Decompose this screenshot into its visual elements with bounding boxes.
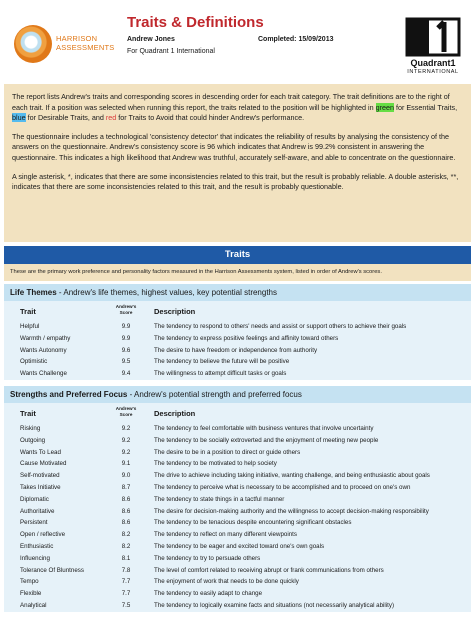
trait-score: 8.7 (121, 483, 131, 491)
logo-text: HARRISON ASSESSMENTS (56, 34, 115, 52)
table-row (4, 565, 471, 577)
table-row (4, 506, 471, 518)
trait-description: The enjoyment of work that needs to be done quickly (154, 578, 299, 586)
trait-description: The tendency to feel comfortable with business ventures that involve uncertainty (154, 425, 374, 432)
trait-score: 9.9 (121, 334, 131, 342)
company-name: Quadrant1 (410, 58, 456, 68)
trait-score: 8.2 (121, 531, 131, 539)
trait-name: Flexible (20, 590, 42, 598)
page-title: Traits & Definitions (127, 14, 264, 31)
trait-score: 9.4 (121, 370, 131, 378)
description-column-header: Description (154, 409, 196, 418)
table-row (4, 345, 471, 357)
highlight-red: red (105, 113, 117, 123)
table-row (4, 356, 471, 368)
highlight-blue: blue (12, 113, 26, 123)
report-header (0, 0, 475, 82)
trait-description: The tendency to be eager and excited toward one's own goals (154, 542, 325, 550)
description-column-header: Description (154, 307, 196, 316)
trait-name: Wants Challenge (20, 370, 67, 378)
score-column-header: Andrew's Score (115, 304, 137, 315)
trait-description: The drive to achieve including taking initiative, wanting challenge, and being enthusiastic about goals (154, 472, 430, 480)
trait-description: The tendency to perceive what is necessary to be accomplished and to proceed on one's own (154, 483, 411, 491)
trait-description: The desire to be in a position to direct or guide others (154, 448, 301, 456)
strengths-section (4, 386, 471, 612)
trait-score: 9.6 (121, 346, 131, 354)
trait-description: The tendency to be tenacious despite encountering significant obstacles (154, 519, 352, 527)
trait-score: 9.9 (121, 323, 131, 330)
trait-description: The tendency to logically examine facts and situations (not necessarily analytical ability) (154, 601, 395, 609)
trait-name: Diplomatic (20, 495, 49, 503)
completed-date: Completed: 15/09/2013 (258, 36, 334, 43)
traits-section-header: Traits (4, 246, 471, 264)
trait-score: 8.2 (121, 542, 131, 550)
trait-name: Helpful (20, 323, 40, 330)
trait-name: Persistent (20, 519, 48, 527)
trait-name: Open / reflective (20, 531, 66, 539)
trait-description: The desire for decision-making authority and the willingness to accept decision-making responsibility (154, 507, 429, 515)
trait-description: The tendency to be socially extroverted and the enjoyment of meeting new people (154, 436, 379, 444)
life-themes-section (4, 284, 471, 380)
trait-name: Risking (20, 425, 41, 432)
harrison-assessments-logo (14, 24, 124, 64)
trait-score: 7.5 (121, 601, 131, 609)
trait-description: The tendency to easily adapt to change (154, 590, 263, 598)
quadrant1-logo (404, 16, 462, 78)
traits-note: These are the primary work preference and personality factors measured in the Harrison Assessments system, listed in order of Andrew's scores. (4, 264, 471, 281)
table-row (4, 541, 471, 553)
trait-description: The willingness to attempt difficult tasks or goals (154, 370, 287, 378)
table-row (4, 588, 471, 600)
trait-name: Cause Motivated (20, 460, 67, 468)
table-row (4, 368, 471, 380)
trait-column-header: Trait (20, 409, 36, 418)
trait-description: The tendency to reflect on many different viewpoints (154, 531, 297, 539)
table-row (4, 600, 471, 612)
trait-name: Tempo (20, 578, 39, 586)
trait-score: 9.2 (121, 448, 131, 456)
trait-score: 9.0 (121, 472, 131, 480)
trait-score: 9.2 (121, 436, 131, 444)
intro-panel (4, 84, 471, 242)
trait-description: The level of comfort related to receiving abrupt or frank communications from others (154, 566, 384, 574)
table-row (4, 458, 471, 470)
trait-description: The tendency to respond to others' needs and assist or support others to achieve their goals (154, 323, 407, 330)
trait-score: 8.6 (121, 519, 131, 527)
table-row (4, 321, 471, 333)
score-column-header: Andrew's Score (115, 406, 137, 417)
trait-score: 7.7 (121, 590, 131, 598)
company-subtitle: INTERNATIONAL (407, 69, 459, 75)
table-row (4, 529, 471, 541)
table-row (4, 494, 471, 506)
table-row (4, 553, 471, 565)
candidate-name: Andrew Jones (127, 36, 175, 43)
trait-score: 9.2 (121, 425, 131, 432)
trait-score: 9.1 (121, 460, 131, 468)
trait-description: The tendency to express positive feelings and affinity toward others (154, 334, 339, 342)
table-row (4, 517, 471, 529)
trait-name: Enthusiastic (20, 542, 54, 550)
table-row (4, 482, 471, 494)
trait-name: Authoritative (20, 507, 55, 515)
table-row (4, 333, 471, 345)
company-line: For Quadrant 1 International (127, 48, 215, 55)
intro-paragraph-2: The questionnaire includes a technological 'consistency detector' that indicates the reliability of results by analysing the consistency of the answers on the questionnaire. Andrew's consistency score is 96 which indicates that Andrew is 99.2% consistent in answering the questionnaire. This indicates a high likelihood that Andrew was truthful, accurately self-aware, and able to concentrate on the questionnaire. (12, 131, 456, 162)
intro-paragraph-1: The report lists Andrew's traits and corresponding scores in descending order for each trait category. The trait definitions are to the right of each trait. If a position was selected when running this report, the traits related to the position will be highlighted in green for Essential Traits, blue for Desirable Traits, and red for Traits to Avoid that could hinder Andrew's performance. (12, 92, 458, 123)
trait-score: 8.6 (121, 495, 131, 503)
trait-name: Warmth / empathy (20, 334, 71, 342)
trait-name: Wants Autonomy (20, 346, 67, 354)
trait-name: Tolerance Of Bluntness (20, 566, 84, 574)
life-themes-rows (4, 321, 471, 380)
table-row (4, 435, 471, 447)
trait-score: 7.7 (121, 578, 131, 586)
trait-description: The tendency to be motivated to help society (154, 460, 277, 468)
strengths-rows (4, 423, 471, 612)
trait-name: Influencing (20, 554, 50, 562)
trait-score: 9.5 (121, 358, 131, 366)
intro-paragraph-3: A single asterisk, *, indicates that there are some inconsistencies related to this trait, but the result is probably reliable. A double asterisks, **, indicates that there are some inconsistencies related to this trait, and the result is probably questionable. (12, 171, 459, 192)
trait-description: The tendency to believe the future will be positive (154, 358, 290, 366)
harrison-circle-icon (14, 25, 52, 63)
trait-name: Self-motivated (20, 472, 60, 480)
trait-description: The tendency to try to persuade others (154, 554, 261, 562)
life-themes-heading: Life Themes - Andrew's life themes, highest values, key potential strengths (4, 284, 471, 301)
highlight-green: green (375, 102, 394, 112)
table-row (4, 447, 471, 459)
trait-score: 7.8 (121, 566, 131, 574)
table-row (4, 470, 471, 482)
quadrant1-mark-icon (404, 16, 462, 58)
trait-description: The tendency to state things in a tactful manner (154, 495, 285, 503)
table-row (4, 576, 471, 588)
trait-name: Wants To Lead (20, 448, 61, 456)
trait-name: Takes Initiative (20, 483, 61, 491)
table-row (4, 423, 471, 435)
trait-score: 8.6 (121, 507, 131, 515)
trait-name: Optimistic (20, 358, 48, 366)
trait-score: 8.1 (121, 554, 131, 562)
trait-description: The desire to have freedom or independence from authority (154, 346, 318, 354)
trait-name: Analytical (20, 601, 47, 609)
trait-name: Outgoing (20, 436, 46, 444)
strengths-heading: Strengths and Preferred Focus - Andrew's potential strength and preferred focus (4, 386, 471, 403)
column-headers (4, 301, 471, 321)
column-headers (4, 403, 471, 423)
trait-column-header: Trait (20, 307, 36, 316)
